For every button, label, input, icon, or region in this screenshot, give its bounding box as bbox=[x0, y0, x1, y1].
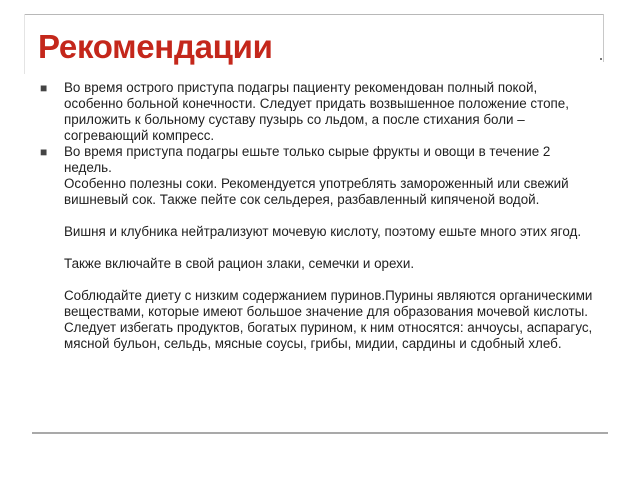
bullet-item-rest bbox=[40, 80, 595, 144]
paragraph-gap bbox=[64, 272, 595, 288]
paragraph-gap bbox=[64, 208, 595, 224]
paragraph-grains: Также включайте в свой рацион злаки, семечки и орехи. bbox=[64, 256, 415, 271]
bullet-list bbox=[40, 80, 595, 352]
slide-title: Рекомендации bbox=[38, 28, 273, 65]
title-frame-top-border bbox=[24, 14, 604, 15]
paragraph-avoid-foods: Следует избегать продуктов, богатых пурином, к ним относятся: анчоусы, аспарагус, мясной бульон, сельдь, мясные соусы, грибы, мидии, сардины и сдобный хлеб. bbox=[64, 320, 593, 351]
title-frame-left-border bbox=[24, 14, 25, 74]
square-bullet-icon: ■ bbox=[40, 145, 48, 159]
title-corner-dot bbox=[600, 58, 602, 60]
bullet-item-diet bbox=[40, 144, 595, 352]
bullet-text: Во время острого приступа подагры пациенту рекомендован полный покой, особенно больной конечности. Следует придать возвышенное положение стопе, приложить к больному суставу пузырь со льдом, а после стихания боли – согревающий компресс. bbox=[64, 80, 569, 143]
bottom-divider bbox=[32, 432, 608, 434]
title-frame-right-border bbox=[603, 14, 604, 62]
square-bullet-icon: ■ bbox=[40, 81, 48, 95]
paragraph-berries: Вишня и клубника нейтрализуют мочевую кислоту, поэтому ешьте много этих ягод. bbox=[64, 224, 582, 239]
paragraph-purines: Соблюдайте диету с низким содержанием пуринов.Пурины являются органическими веществами, которые имеют большое значение для образования мочевой кислоты. bbox=[64, 288, 593, 319]
bullet-text: Во время приступа подагры ешьте только сырые фрукты и овощи в течение 2 недель. bbox=[64, 144, 551, 175]
paragraph-juices: Особенно полезны соки. Рекомендуется употреблять замороженный или свежий вишневый сок. Также пейте сок сельдерея, разбавленный кипяченой водой. bbox=[64, 176, 569, 207]
paragraph-gap bbox=[64, 240, 595, 256]
